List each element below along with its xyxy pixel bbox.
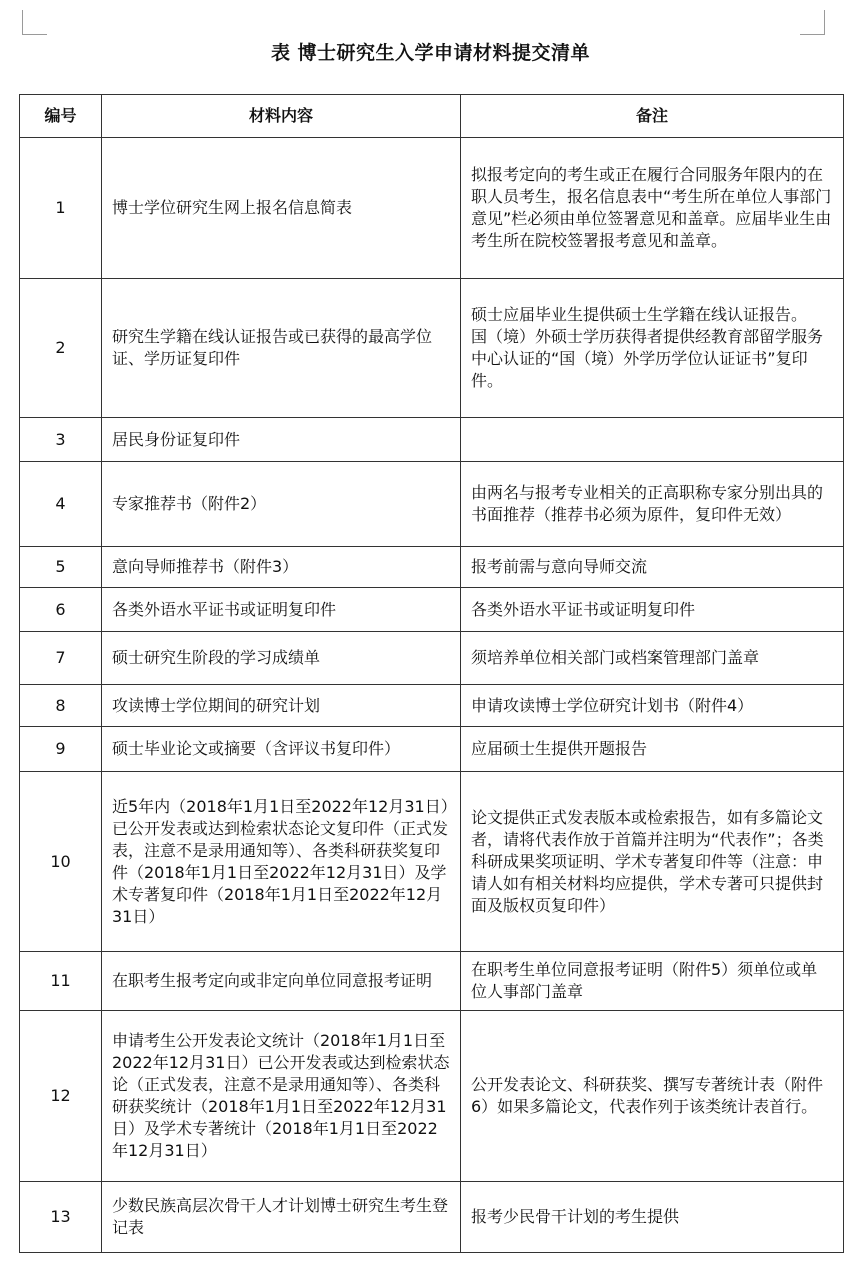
row-material: 近5年内（2018年1月1日至2022年12月31日）已公开发表或达到检索状态论文复印件（正式发表，注意不是录用通知等）、各类科研获奖复印件（2018年1月1日至2022年12月31日）及学术专著复印件（2018年1月1日至2022年12月31日） [102,772,461,952]
row-material: 居民身份证复印件 [102,418,461,462]
row-remark [461,418,844,462]
row-number: 3 [20,418,102,462]
table-row [20,547,844,588]
row-remark: 硕士应届毕业生提供硕士生学籍在线认证报告。 国（境）外硕士学历获得者提供经教育部留学服务中心认证的“国（境）外学历学位认证证书”复印件。 [461,279,844,418]
row-number: 6 [20,588,102,632]
table-row [20,1011,844,1182]
header-number: 编号 [20,95,102,138]
row-material: 在职考生报考定向或非定向单位同意报考证明 [102,952,461,1011]
table-row [20,279,844,418]
row-number: 7 [20,632,102,685]
row-remark: 公开发表论文、科研获奖、撰写专著统计表（附件6）如果多篇论文，代表作列于该类统计表首行。 [461,1011,844,1182]
row-material: 申请考生公开发表论文统计（2018年1月1日至2022年12月31日）已公开发表或达到检索状态论（正式发表，注意不是录用通知等）、各类科研获奖统计（2018年1月1日至2022年12月31日）及学术专著统计（2018年1月1日至2022年12月31日） [102,1011,461,1182]
row-material: 研究生学籍在线认证报告或已获得的最高学位证、学历证复印件 [102,279,461,418]
row-number: 4 [20,462,102,547]
row-remark: 在职考生单位同意报考证明（附件5）须单位或单位人事部门盖章 [461,952,844,1011]
row-remark: 报考少民骨干计划的考生提供 [461,1182,844,1253]
row-material: 少数民族高层次骨干人才计划博士研究生考生登记表 [102,1182,461,1253]
row-number: 1 [20,138,102,279]
table-row [20,418,844,462]
row-material: 硕士研究生阶段的学习成绩单 [102,632,461,685]
row-number: 12 [20,1011,102,1182]
table-row [20,952,844,1011]
table-row [20,632,844,685]
table-row [20,462,844,547]
table-row [20,727,844,772]
row-number: 9 [20,727,102,772]
table-header-row [20,95,844,138]
row-number: 11 [20,952,102,1011]
header-remarks: 备注 [461,95,844,138]
row-remark: 拟报考定向的考生或正在履行合同服务年限内的在职人员考生，报名信息表中“考生所在单位人事部门意见”栏必须由单位签署意见和盖章。应届毕业生由考生所在院校签署报考意见和盖章。 [461,138,844,279]
row-material: 专家推荐书（附件2） [102,462,461,547]
table-row [20,138,844,279]
row-remark: 报考前需与意向导师交流 [461,547,844,588]
document-title: 表 博士研究生入学申请材料提交清单 [270,42,591,64]
table-row [20,588,844,632]
row-number: 13 [20,1182,102,1253]
row-remark: 由两名与报考专业相关的正高职称专家分别出具的书面推荐（推荐书必须为原件，复印件无效） [461,462,844,547]
row-material: 博士学位研究生网上报名信息简表 [102,138,461,279]
row-number: 5 [20,547,102,588]
row-material: 意向导师推荐书（附件3） [102,547,461,588]
row-number: 8 [20,685,102,727]
row-number: 10 [20,772,102,952]
row-remark: 论文提供正式发表版本或检索报告，如有多篇论文者，请将代表作放于首篇并注明为“代表作”；各类科研成果奖项证明、学术专著复印件等（注意：申请人如有相关材料均应提供，学术专著可只提供封面及版权页复印件） [461,772,844,952]
materials-table [19,94,844,1253]
table-row [20,685,844,727]
row-remark: 应届硕士生提供开题报告 [461,727,844,772]
row-remark: 须培养单位相关部门或档案管理部门盖章 [461,632,844,685]
row-material: 硕士毕业论文或摘要（含评议书复印件） [102,727,461,772]
page-corner-mark-top-right [800,10,825,35]
row-material: 攻读博士学位期间的研究计划 [102,685,461,727]
row-remark: 各类外语水平证书或证明复印件 [461,588,844,632]
row-number: 2 [20,279,102,418]
table-row [20,772,844,952]
table-row [20,1182,844,1253]
page-corner-mark-top-left [22,10,47,35]
header-material-content: 材料内容 [102,95,461,138]
row-material: 各类外语水平证书或证明复印件 [102,588,461,632]
row-remark: 申请攻读博士学位研究计划书（附件4） [461,685,844,727]
